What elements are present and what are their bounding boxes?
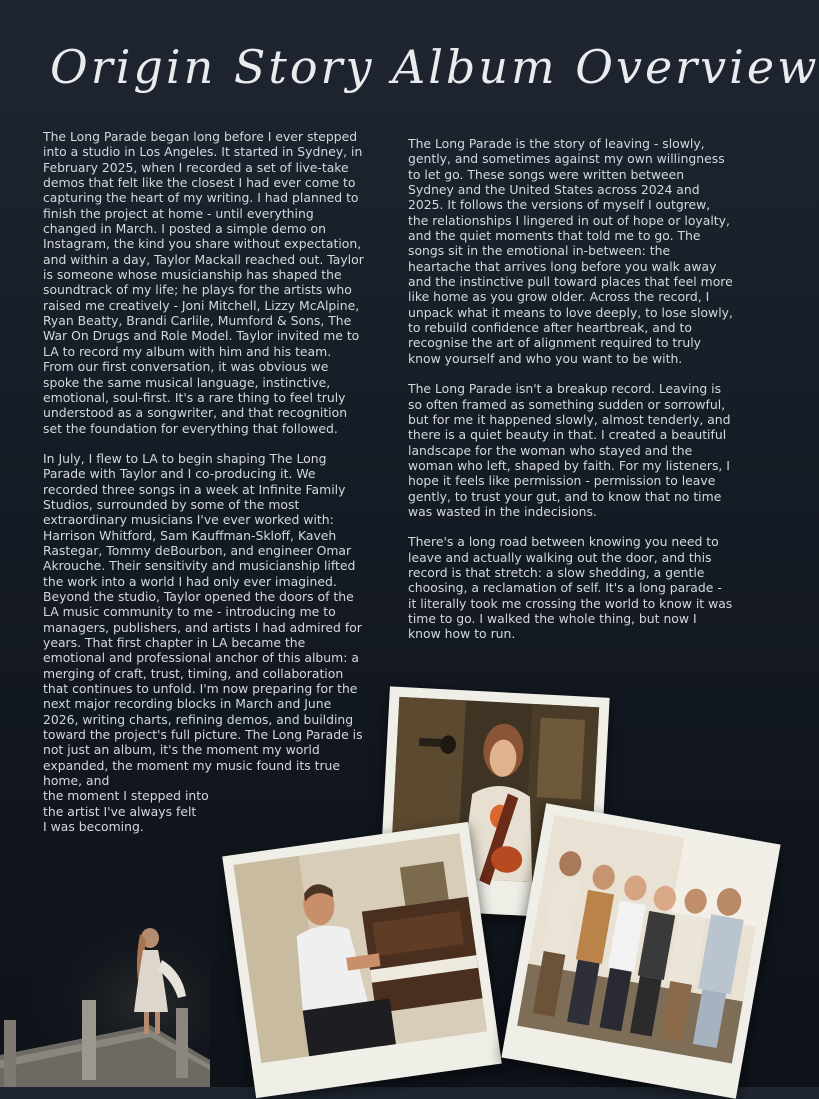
photo-band-group [501, 803, 780, 1098]
album-overview-column [408, 136, 733, 642]
overview-paragraph-1: The Long Parade is the story of leaving - slowly, gently, and sometimes against my own willingness to let go. These songs were written between Sydney and the United States across 2024 and 2025. It follows the versions of myself I outgrew, the relationships I lingered in out of hope or loyalty, and the quiet moments that told me to go. The songs sit in the emotional in-between: the heartache that arrives long before you walk away and the instinctive pull toward places that feel more like home as you grow older. Across the record, I unpack what it means to love deeply, to lose slowly, to rebuild confidence after heartbreak, and to recognise the art of alignment required to truly know yourself and who you want to be with. [408, 136, 733, 366]
origin-paragraph-1: The Long Parade began long before I ever stepped into a studio in Los Angeles. It started in Sydney, in February 2025, when I recorded a set of live-take demos that felt like the closest I had ever come to capturing the heart of my writing. I had planned to finish the project at home - until everything changed in March. I posted a simple demo on Instagram, the kind you share without expectation, and within a day, Taylor Mackall reached out. Taylor is someone whose musicianship has shaped the soundtrack of my life; he plays for the artists who raised me creatively - Joni Mitchell, Lizzy McAlpine, Ryan Beatty, Brandi Carlile, Mumford & Sons, The War On Drugs and Role Model. Taylor invited me to LA to record my album with him and his team. From our first conversation, it was obvious we spoke the same musical language, instinctive, emotional, soul-first. It's a rare thing to feel truly understood as a songwriter, and that recognition set the foundation for everything that followed. [43, 129, 364, 436]
overview-paragraph-3: There's a long road between knowing you need to leave and actually walking out the door, and this record is that stretch: a slow shedding, a gentle choosing, a reclamation of self. It's a long parade - it literally took me crossing the world to know it was time to go. I walked the whole thing, but now I know how to run. [408, 534, 733, 642]
overview-paragraph-2: The Long Parade isn't a breakup record. Leaving is so often framed as something sudden or sorrowful, but for me it happened slowly, almost tenderly, and there is a quiet beauty in that. I created a beautiful landscape for the woman who stayed and the woman who left, shaped by faith. For my listeners, I hope it feels like permission - permission to leave gently, to trust your gut, and to know that no time was wasted in the indecisions. [408, 381, 731, 519]
origin-tail-line-2: the artist I've always felt [43, 803, 197, 819]
origin-tail-line-1: the moment I stepped into [43, 788, 209, 804]
origin-story-heading: Origin Story [50, 40, 375, 94]
photo-piano-player [222, 822, 502, 1098]
origin-tail-line-3: I was becoming. [43, 819, 144, 835]
dock-figure-image [0, 920, 210, 1087]
album-overview-heading: Album Overview [392, 40, 819, 94]
origin-paragraph-2: In July, I flew to LA to begin shaping The Long Parade with Taylor and I co-producing it. We recorded three songs in a week at Infinite Family Studios, surrounded by some of the most extraordinary musicians I've ever worked with: Harrison Whitford, Sam Kauffman-Skloff, Kaveh Rastegar, Tommy deBourbon, and engineer Omar Akrouche. Their sensitivity and musicianship lifted the work into a world I had only ever imagined. Beyond the studio, Taylor opened the doors of the LA music community to me - introducing me to managers, publishers, and artists I had admired for years. That first chapter in LA became the emotional and professional anchor of this album: a merging of craft, trust, timing, and collaboration that continues to unfold. I'm now preparing for the next major recording blocks in March and June 2026, writing charts, refining demos, and building toward the project's full picture. The Long Parade is not just an album, it's the moment my world expanded, the moment my music found its true home, and [43, 450, 363, 789]
origin-story-column [43, 129, 365, 834]
